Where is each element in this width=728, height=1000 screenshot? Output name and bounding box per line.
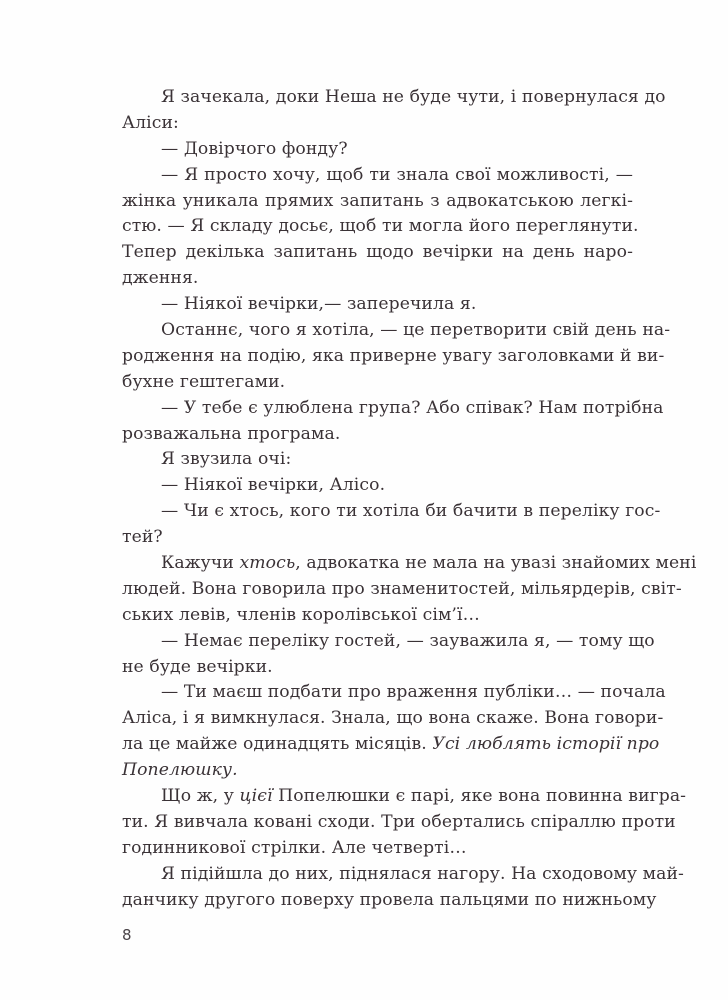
text-segment: , адвокатка не мала на увазі знайомих мені <box>295 553 697 574</box>
text-line: бухне гештегами. <box>122 371 286 392</box>
text-line: ти. Я вивчала ковані сходи. Три обертались спіраллю проти <box>122 811 676 832</box>
text-line <box>122 551 697 577</box>
text-line: ських левів, членів королівської сім’ї… <box>122 604 480 625</box>
page-number: 8 <box>122 926 132 944</box>
text-line: тей? <box>122 527 163 548</box>
text-line: — Чи є хтось, кого ти хотіла би бачити в переліку гос- <box>161 501 661 522</box>
text-line: — Ніякої вечірки, Алісо. <box>161 475 386 496</box>
text-segment: ла це майже одинадцять місяців. <box>122 734 433 755</box>
text-line: Останнє, чого я хотіла, — це перетворити свій день на- <box>161 320 671 341</box>
text-line: — У тебе є улюблена група? Або співак? Нам потрібна <box>161 397 664 418</box>
text-line: Я звузила очі: <box>161 449 292 470</box>
body-text <box>122 85 697 914</box>
text-line: Я зачекала, доки Неша не буде чути, і повернулася до <box>161 87 666 107</box>
text-line: не буде вечірки. <box>122 656 273 677</box>
text-line: Аліси: <box>122 112 179 133</box>
text-line: годинникової стрілки. Але четверті… <box>122 837 467 858</box>
text-line: людей. Вона говорила про знаменитостей, мільярдерів, світ- <box>122 578 682 599</box>
text-line: — Я просто хочу, щоб ти знала свої можливості, — <box>161 164 633 185</box>
text-line: данчику другого поверху провела пальцями по нижньому <box>122 889 657 910</box>
text-line: — Немає переліку гостей, — зауважила я, — тому що <box>161 630 655 651</box>
italic-text: цієї <box>239 786 273 807</box>
text-line: родження на подію, яка приверне увагу заголовками й ви- <box>122 345 665 366</box>
text-line: розважальна програма. <box>122 423 341 444</box>
text-line: — Довірчого фонду? <box>161 138 348 159</box>
text-line: Я підійшла до них, піднялася нагору. На сходовому май- <box>161 863 684 884</box>
text-line <box>122 732 660 758</box>
text-line: — Ти маєш подбати про враження публіки… — почала <box>161 682 666 703</box>
text-line <box>122 784 687 810</box>
text-segment: Що ж, у <box>161 786 240 807</box>
italic-text: Усі люблять історії про <box>432 734 660 755</box>
text-line <box>122 758 633 784</box>
text-line: — Ніякої вечірки,— заперечила я. <box>161 294 477 315</box>
text-line: дження. <box>122 268 199 289</box>
text-segment: Попелюшки є парі, яке вона повинна вигра- <box>272 786 687 807</box>
text-line: Аліса, і я вимкнулася. Знала, що вона скаже. Вона говори- <box>122 708 664 729</box>
text-line: Тепер декілька запитань щодо вечірки на день наро- <box>122 242 633 263</box>
text-line: жінка уникала прямих запитань з адвокатською легкі- <box>122 190 633 211</box>
italic-text: хтось <box>239 553 296 574</box>
text-segment: Кажучи <box>161 553 240 574</box>
text-line: стю. — Я складу досьє, щоб ти могла його переглянути. <box>122 216 639 237</box>
italic-text: Попелюшку. <box>122 760 238 781</box>
